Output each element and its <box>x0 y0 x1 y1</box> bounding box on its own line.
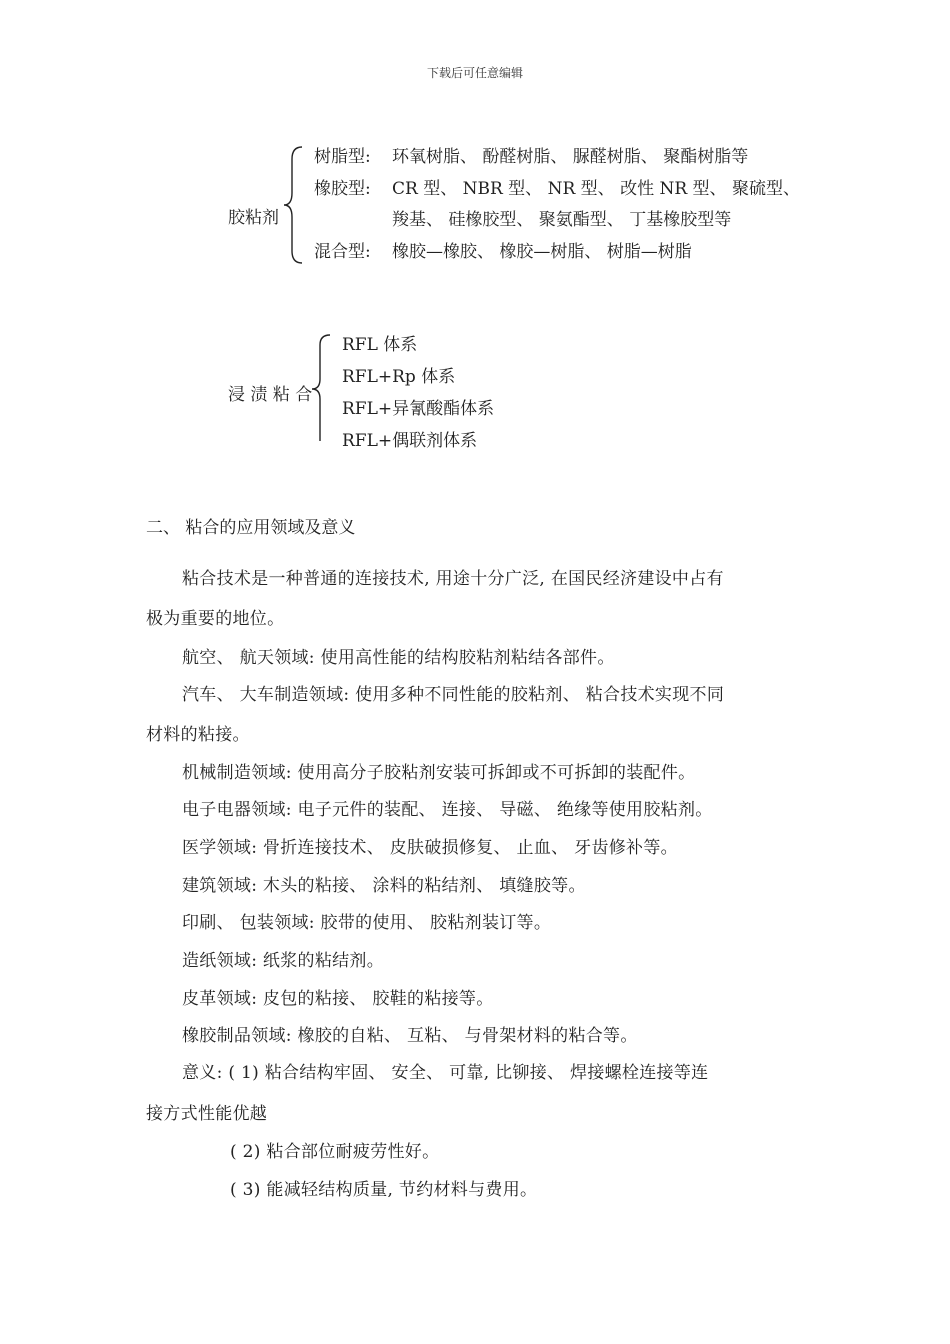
section-title: 二、 粘合的应用领域及意义 <box>146 518 356 538</box>
page-header: 下载后可任意编辑 <box>426 66 523 80</box>
dipping-item-clipped-wrapper <box>340 424 540 451</box>
paragraph-printing: 印刷、 包装领域: 胶带的使用、 胶粘剂装订等。 <box>182 913 552 933</box>
adhesive-text-resin: 环氧树脂、 酚醛树脂、 脲醛树脂、 聚酯树脂等 <box>392 147 749 167</box>
dipping-item-rfl: RFL 体系 <box>342 335 418 355</box>
paragraph-automotive-cont: 材料的粘接。 <box>146 725 250 745</box>
adhesive-text-mixed: 橡胶—橡胶、 橡胶—树脂、 树脂—树脂 <box>392 242 692 262</box>
paragraph-electronics: 电子电器领域: 电子元件的装配、 连接、 导磁、 绝缘等使用胶粘剂。 <box>182 800 713 820</box>
adhesive-label-rubber: 橡胶型: <box>314 179 371 199</box>
paragraph-machinery: 机械制造领域: 使用高分子胶粘剂安装可拆卸或不可拆卸的装配件。 <box>182 763 696 783</box>
adhesive-root-label: 胶粘剂 <box>228 208 279 228</box>
paragraph-rubber-products: 橡胶制品领域: 橡胶的自粘、 互粘、 与骨架材料的粘合等。 <box>182 1026 638 1046</box>
paragraph-medical: 医学领域: 骨折连接技术、 皮肤破损修复、 止血、 牙齿修补等。 <box>182 838 678 858</box>
dipping-item-rfl-rp: RFL+Rp 体系 <box>342 367 456 387</box>
dipping-root-label: 浸 渍 粘 合 <box>228 385 313 405</box>
adhesive-text-rubber: CR 型、 NBR 型、 NR 型、 改性 NR 型、 聚硫型、 <box>392 179 800 199</box>
paragraph-leather: 皮革领域: 皮包的粘接、 胶鞋的粘接等。 <box>182 989 494 1009</box>
paragraph-construction: 建筑领域: 木头的粘接、 涂料的粘结剂、 填缝胶等。 <box>182 876 586 896</box>
paragraph-automotive: 汽车、 大车制造领域: 使用多种不同性能的胶粘剂、 粘合技术实现不同 <box>182 685 725 705</box>
paragraph-intro-cont: 极为重要的地位。 <box>146 609 285 629</box>
paragraph-significance: 意义: ( 1) 粘合结构牢固、 安全、 可靠, 比铆接、 焊接螺栓连接等连 <box>182 1063 709 1083</box>
paragraph-aerospace: 航空、 航天领域: 使用高性能的结构胶粘剂粘结各部件。 <box>182 648 615 668</box>
adhesive-label-mixed: 混合型: <box>314 242 371 262</box>
dipping-item-rfl-coupling: RFL+偶联剂体系 <box>342 431 478 451</box>
paragraph-significance-2: ( 2) 粘合部位耐疲劳性好。 <box>230 1142 440 1162</box>
paragraph-significance-3: ( 3) 能减轻结构质量, 节约材料与费用。 <box>230 1180 538 1200</box>
adhesive-label-resin: 树脂型: <box>314 147 371 167</box>
adhesive-text-rubber-cont: 羧基、 硅橡胶型、 聚氨酯型、 丁基橡胶型等 <box>392 210 732 230</box>
dipping-item-rfl-isocyanate: RFL+异氰酸酯体系 <box>342 399 495 419</box>
paragraph-papermaking: 造纸领域: 纸浆的粘结剂。 <box>182 951 385 971</box>
adhesive-brace <box>282 145 306 265</box>
paragraph-significance-cont: 接方式性能优越 <box>146 1104 268 1124</box>
dipping-brace <box>310 333 332 441</box>
paragraph-intro: 粘合技术是一种普通的连接技术, 用途十分广泛, 在国民经济建设中占有 <box>182 569 724 589</box>
